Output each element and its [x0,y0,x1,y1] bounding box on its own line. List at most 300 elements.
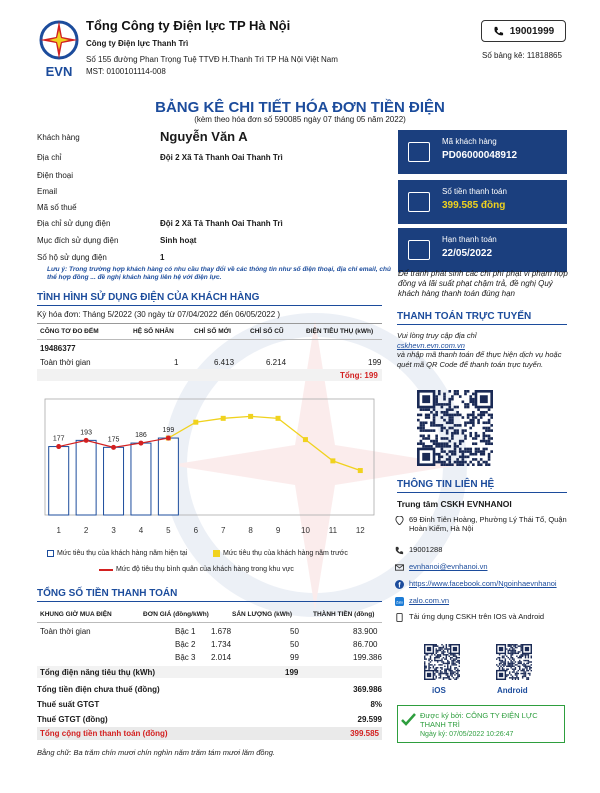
qr-module [444,677,445,678]
qr-module [456,424,459,427]
qr-module [469,432,472,435]
vat-row: Thuế GTGT (đồng) 29.599 [37,715,382,724]
qr-module [490,450,493,453]
qr-module [488,429,491,432]
qr-module [518,673,519,674]
qr-module [509,663,510,664]
qr-module [506,666,507,667]
qr-module [454,445,457,448]
qr-module [451,654,452,655]
qr-module [447,664,448,665]
evn-logo [34,18,84,80]
qr-module [513,670,514,671]
qr-module [467,456,470,459]
qr-module [450,658,451,659]
qr-module [512,668,513,669]
x-tick-label: 2 [83,526,89,535]
qr-module [436,656,437,657]
qr-module [436,648,437,649]
qr-module [513,666,514,667]
qr-module [430,656,431,657]
qr-module [457,674,458,675]
contact-address: 69 Đinh Tiên Hoàng, Phường Lý Thái Tổ, Quận Hoàn Kiếm, Hà Nội [395,515,570,533]
qr-module [448,645,449,646]
qr-module [488,456,491,459]
qr-module [523,673,524,674]
qr-module [528,679,529,680]
payment-qr-code[interactable] [417,390,493,466]
qr-module [456,664,457,665]
qr-module [451,398,454,401]
qr-module [451,421,454,424]
qr-module [503,656,504,657]
qr-module [436,667,437,668]
qr-module [446,658,447,659]
qr-module [453,671,454,672]
qr-module [512,653,513,654]
qr-module [446,453,449,456]
qr-module [451,437,454,440]
qr-module [443,450,446,453]
location-icon [395,516,404,525]
qr-module [459,657,460,658]
vat-rate-row: Thuế suất GTGT 8% [37,700,382,709]
qr-module [424,658,425,659]
customer-id-card: Mã khách hàng PD06000048912 [398,130,567,174]
qr-module [441,671,442,672]
qr-module [438,648,439,649]
qr-module [485,440,488,443]
qr-module [464,435,467,438]
qr-module [519,668,520,669]
qr-module [424,667,425,668]
qr-module [457,668,458,669]
qr-module [424,668,425,669]
qr-module [448,414,451,417]
page-subtitle: (kèm theo hóa đơn số 590085 ngày 07 tháng 05 năm 2022) [194,115,406,124]
qr-module [435,440,438,443]
qr-module [420,427,423,430]
qr-module [417,442,420,445]
qr-module [440,650,441,651]
qr-module [513,650,514,651]
x-tick-label: 7 [220,526,226,535]
qr-module [490,424,493,427]
qr-module [462,429,465,432]
qr-module [446,442,449,445]
qr-module [485,435,488,438]
usage-multiplier: 1 [174,358,179,367]
qr-module [477,461,480,464]
qr-module [525,660,526,661]
payment-cell: Bậc 3 [175,653,196,662]
qr-module [477,421,480,424]
qr-module [506,676,507,677]
qr-module [508,674,509,675]
qr-module [444,651,445,652]
payment-cell: 86.700 [353,640,378,649]
qr-module [438,393,441,396]
qr-module [443,657,444,658]
qr-module [464,429,467,432]
qr-module [443,651,444,652]
qr-module [526,660,527,661]
qr-module [488,435,491,438]
qr-module [510,660,511,661]
qr-module [454,450,457,453]
qr-module [446,429,449,432]
qr-module [510,661,511,662]
qr-module [431,660,432,661]
qr-module [469,398,472,401]
qr-module [434,657,435,658]
qr-module [506,648,507,649]
qr-module [456,677,457,678]
payment-section-title: TỔNG SỐ TIỀN THANH TOÁN [37,588,178,599]
contact-email[interactable]: evnhanoi@evnhanoi.vn [395,562,488,572]
qr-module [433,419,436,422]
usage-section-title: TÌNH HÌNH SỬ DỤNG ĐIỆN CỦA KHÁCH HÀNG [37,292,260,303]
qr-module [451,432,454,435]
payment-cell: 99 [290,653,299,662]
qr-module [509,648,510,649]
qr-module [528,656,529,657]
qr-module [448,416,451,419]
households-label: Số hộ sử dụng điện [37,253,107,262]
qr-module [462,453,465,456]
qr-module [451,414,454,417]
qr-module [513,660,514,661]
qr-module [425,416,428,419]
qr-module [430,445,433,448]
qr-module [437,654,438,655]
qr-module [506,674,507,675]
qr-module [447,654,448,655]
qr-module [483,414,486,417]
qr-module [456,679,457,680]
qr-module [477,414,480,417]
payment-cell: 83.900 [353,627,378,636]
qr-module [459,442,462,445]
qr-module [453,654,454,655]
payment-cell: Bậc 2 [175,640,196,649]
qr-module [438,674,439,675]
qr-module [440,656,441,657]
hotline-badge[interactable] [481,20,566,42]
qr-module [456,393,459,396]
qr-module [441,668,442,669]
qr-module [499,658,500,659]
qr-module [454,656,455,657]
qr-module [529,673,530,674]
qr-module [446,644,447,645]
qr-module [451,416,454,419]
qr-module [448,653,449,654]
qr-module [459,414,462,417]
qr-module [472,437,475,440]
qr-module [438,390,441,393]
qr-module [472,453,475,456]
qr-module [440,670,441,671]
qr-module [424,657,425,658]
qr-module [422,427,425,430]
qr-module [448,406,451,409]
qr-module [448,644,449,645]
qr-module [428,660,429,661]
qr-module [459,670,460,671]
qr-module [472,463,475,466]
qr-module [440,677,441,678]
qr-module [450,670,451,671]
qr-module [503,664,504,665]
qr-module [441,661,442,662]
qr-module [512,663,513,664]
statement-number: Số bảng kê: 11818865 [482,51,562,60]
qr-module [440,667,441,668]
qr-module [523,654,524,655]
qr-module [502,667,503,668]
qr-module [464,421,467,424]
tax-id-label: Mã số thuế [37,203,77,212]
usage-total-row [37,369,382,381]
qr-module [510,650,511,651]
qr-module [510,663,511,664]
contact-zalo[interactable]: Zalo zalo.com.vn [396,596,450,605]
qr-module [425,421,428,424]
qr-finder [499,673,503,677]
contact-phone[interactable]: 19001288 [395,545,442,555]
qr-module [425,414,428,417]
qr-module [513,645,514,646]
qr-module [428,664,429,665]
qr-module [456,429,459,432]
qr-module [440,664,441,665]
qr-module [528,670,529,671]
qr-module [459,463,462,466]
qr-module [506,668,507,669]
qr-module [454,414,457,417]
x-tick-label: 1 [56,526,61,535]
qr-module [459,448,462,451]
qr-module [509,666,510,667]
qr-module [525,654,526,655]
qr-module [519,667,520,668]
payment-cell: 1.734 [211,640,232,649]
address-label: Địa chỉ [37,153,62,162]
qr-module [512,676,513,677]
qr-module [431,664,432,665]
qr-module [499,664,500,665]
qr-module [427,435,430,438]
qr-module [428,666,429,667]
ios-qr-code[interactable] [424,644,460,680]
qr-module [440,647,441,648]
qr-module [488,437,491,440]
qr-module [447,674,448,675]
qr-module [512,677,513,678]
qr-module [454,453,457,456]
qr-module [515,661,516,662]
qr-module [472,414,475,417]
qr-module [462,458,465,461]
qr-module [436,670,437,671]
data-label: 186 [135,432,147,440]
qr-module [512,648,513,649]
qr-module [520,647,521,648]
qr-finder [427,647,431,651]
svg-text:EVN: EVN [45,64,73,79]
qr-module [531,657,532,658]
legend-swatch-previous [213,550,220,557]
qr-module [456,445,459,448]
point-previous [303,437,308,442]
branch-name: Công ty Điện lực Thanh Trì [86,39,189,48]
android-label: Android [497,686,528,695]
qr-module [454,668,455,669]
qr-module [443,463,446,466]
qr-module [438,673,439,674]
qr-module [441,403,444,406]
point-previous [248,414,253,419]
qr-module [435,461,438,464]
qr-module [422,435,425,438]
qr-module [519,656,520,657]
qr-module [519,651,520,652]
legend-swatch-current [47,550,54,557]
qr-module [499,667,500,668]
qr-module [441,442,444,445]
qr-module [438,664,439,665]
qr-module [434,645,435,646]
qr-module [490,416,493,419]
qr-module [503,663,504,664]
usage-address-label: Địa chỉ sử dụng điện [37,219,111,228]
qr-module [451,673,452,674]
qr-module [420,442,423,445]
due-date: 22/05/2022 [442,248,493,259]
qr-module [510,677,511,678]
qr-module [456,656,457,657]
qr-module [443,442,446,445]
qr-module [462,400,465,403]
qr-module [477,419,480,422]
company-name: Tổng Công ty Điện lực TP Hà Nội [86,18,291,33]
qr-module [516,656,517,657]
qr-module [472,421,475,424]
qr-module [435,400,438,403]
qr-module [457,676,458,677]
bar [76,440,96,515]
qr-module [451,676,452,677]
qr-module [456,463,459,466]
qr-module [519,657,520,658]
qr-module [516,647,517,648]
qr-module [441,448,444,451]
qr-module [430,424,433,427]
qr-module [441,658,442,659]
qr-module [464,456,467,459]
qr-module [456,461,459,464]
qr-module [529,667,530,668]
qr-module [464,448,467,451]
qr-module [475,435,478,438]
qr-module [457,670,458,671]
qr-module [431,654,432,655]
qr-module [451,661,452,662]
qr-module [454,406,457,409]
phone-icon [395,546,404,555]
qr-module [518,661,519,662]
qr-module [483,440,486,443]
qr-module [427,429,430,432]
contact-facebook[interactable]: f https://www.facebook.com/Ngoinhaevnhanoi [395,579,557,589]
qr-module [528,666,529,667]
qr-module [490,414,493,417]
online-payment-title: THANH TOÁN TRỰC TUYẾN [397,311,532,322]
qr-module [510,651,511,652]
qr-module [435,414,438,417]
bar [104,447,124,515]
qr-module [456,667,457,668]
qr-module [435,395,438,398]
qr-module [425,658,426,659]
qr-module [441,651,442,652]
qr-module [448,663,449,664]
qr-module [509,671,510,672]
divider [37,323,382,324]
qr-module [443,398,446,401]
qr-module [427,416,430,419]
qr-module [528,677,529,678]
qr-module [472,424,475,427]
qr-module [515,673,516,674]
qr-module [525,673,526,674]
android-qr-code[interactable] [496,644,532,680]
qr-module [448,450,451,453]
qr-module [516,644,517,645]
qr-module [467,463,470,466]
qr-module [443,437,446,440]
qr-module [522,670,523,671]
payment-link[interactable]: cskhevn.evn.com.vn [397,340,465,350]
qr-module [435,403,438,406]
qr-module [441,647,442,648]
qr-finder [480,395,488,403]
qr-module [448,408,451,411]
qr-module [502,668,503,669]
qr-module [472,419,475,422]
qr-module [436,651,437,652]
qr-module [444,671,445,672]
qr-module [500,660,501,661]
point-average [166,436,171,441]
qr-module [512,664,513,665]
qr-module [424,664,425,665]
qr-module [422,437,425,440]
qr-module [522,668,523,669]
qr-module [518,679,519,680]
point-average [56,444,61,449]
qr-module [450,654,451,655]
qr-module [454,671,455,672]
qr-module [422,421,425,424]
qr-module [472,411,475,414]
qr-module [502,660,503,661]
qr-module [518,670,519,671]
qr-module [528,657,529,658]
qr-module [443,645,444,646]
qr-module [434,668,435,669]
